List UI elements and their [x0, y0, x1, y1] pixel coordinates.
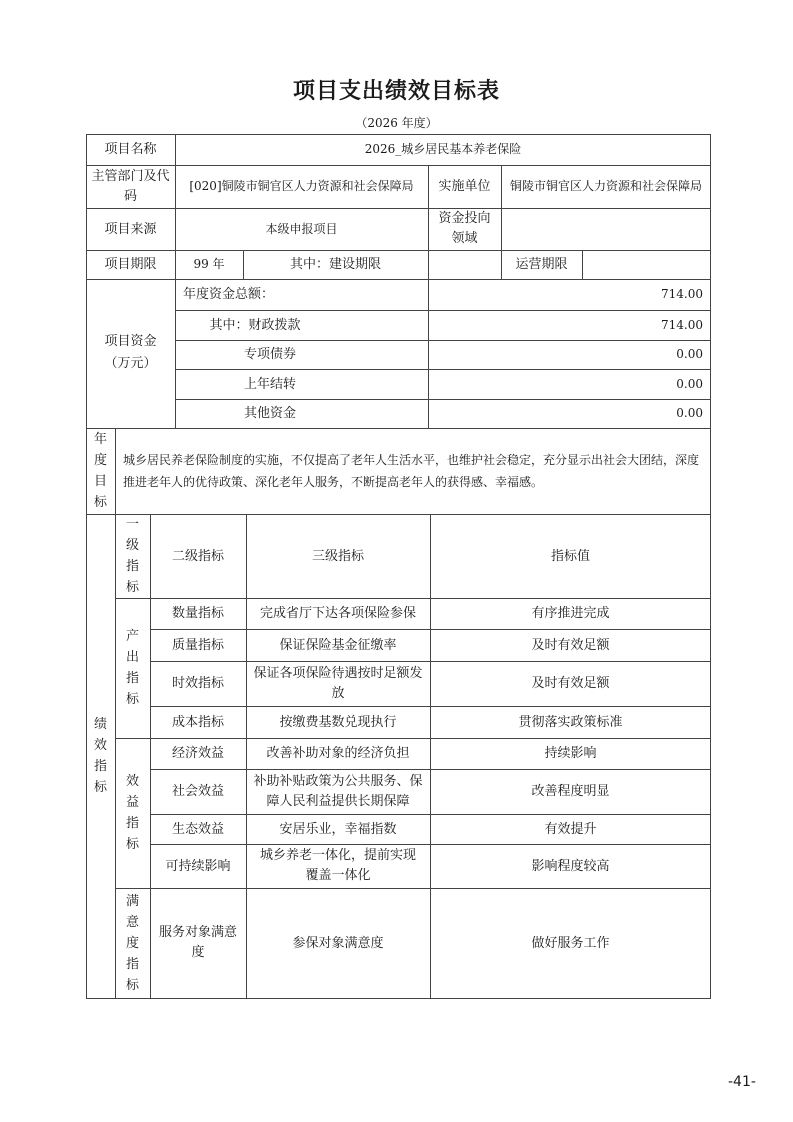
table-row-level2: 数量指标 — [171, 606, 224, 621]
table-row-level2: 社会效益 — [171, 784, 224, 799]
fund-total-value: 714.00 — [661, 287, 703, 301]
table-row-value: 贯彻落实政策标准 — [518, 714, 623, 730]
fund-other-label: 其他资金 — [243, 406, 296, 421]
performance-indicators-label: 绩效指标 — [94, 717, 108, 795]
fund-field-label: 资金投向领域 — [438, 211, 491, 246]
table-row-level3: 按缴费基数兑现执行 — [279, 714, 397, 730]
level3-header: 三级指标 — [311, 548, 364, 564]
table-row-level3: 参保对象满意度 — [292, 935, 384, 951]
annual-goal-label: 年度目标 — [94, 432, 108, 510]
fiscal-year: （2026 年度） — [355, 116, 438, 130]
table-row-level3: 保证保险基金征缴率 — [279, 637, 397, 653]
table-row-level2: 生态效益 — [171, 821, 224, 837]
project-funds-label: 项目资金（万元） — [104, 334, 157, 371]
project-period-value: 99 年 — [193, 257, 225, 271]
benefit-indicators-label: 效益指标 — [126, 774, 140, 852]
table-row-value: 持续影响 — [544, 746, 597, 761]
project-name-value: 2026_城乡居民基本养老保险 — [364, 142, 522, 156]
page-title: 项目支出绩效目标表 — [292, 79, 500, 104]
table-row-value: 及时有效足额 — [531, 637, 610, 653]
page-number: -41- — [728, 1074, 756, 1090]
table-row-level2: 可持续影响 — [165, 858, 231, 874]
operation-period-value — [582, 250, 711, 279]
impl-unit-value: 铜陵市铜官区人力资源和社会保障局 — [509, 179, 702, 193]
table-row-level2: 服务对象满意度 — [158, 925, 237, 960]
table-row-level3: 补助补贴政策为公共服务、保障人民利益提供长期保障 — [253, 773, 423, 809]
table-row-level3: 改善补助对象的经济负担 — [266, 746, 410, 761]
fund-other-value: 0.00 — [676, 406, 703, 420]
fund-field-value — [501, 208, 711, 250]
value-header: 指标值 — [550, 548, 590, 564]
dept-label: 主管部门及代码 — [91, 168, 170, 204]
construction-period-label: 其中：建设期限 — [289, 257, 381, 272]
table-row-level3: 安居乐业，幸福指数 — [279, 821, 397, 837]
dept-value: [020]铜陵市铜官区人力资源和社会保障局 — [189, 179, 414, 193]
project-source-value: 本级申报项目 — [265, 221, 338, 236]
table-row-value: 有效提升 — [544, 821, 597, 837]
fund-carryover-value: 0.00 — [676, 376, 703, 391]
impl-unit-label: 实施单位 — [438, 179, 491, 194]
project-name-label: 项目名称 — [104, 142, 157, 157]
fund-carryover-label: 上年结转 — [243, 376, 296, 392]
output-indicators-label: 产出指标 — [126, 629, 140, 707]
table-row-value: 影响程度较高 — [531, 858, 610, 874]
construction-period-value — [428, 250, 501, 279]
fund-fiscal-label: 其中：财政拨款 — [209, 317, 301, 333]
table-row-level3: 完成省厅下达各项保险参保 — [259, 606, 416, 621]
level2-header: 二级指标 — [171, 548, 224, 564]
table-row-value: 及时有效足额 — [531, 676, 610, 691]
table-row-level3: 城乡养老一体化，提前实现覆盖一体化 — [259, 848, 416, 883]
annual-goal-text: 城乡居民养老保险制度的实施，不仅提高了老年人生活水平，也维护社会稳定，充分显示出社会大团结，深度推进老年人的优待政策、深化老年人服务，不断提高老年人的获得感、幸福感。 — [123, 453, 700, 489]
table-row-level2: 成本指标 — [171, 714, 224, 730]
table-row-level2: 经济效益 — [171, 746, 224, 761]
fund-fiscal-value: 714.00 — [661, 317, 703, 332]
operation-period-label: 运营期限 — [515, 257, 568, 272]
project-source-label: 项目来源 — [104, 221, 157, 237]
table-row-level2: 质量指标 — [171, 637, 224, 653]
fund-bond-label: 专项债券 — [243, 347, 296, 362]
satisfaction-indicators-label: 满意度指标 — [126, 893, 140, 993]
table-row-level2: 时效指标 — [171, 676, 224, 691]
level1-header: 一级指标 — [126, 517, 140, 595]
fund-total-label: 年度资金总额： — [183, 287, 275, 302]
project-period-label: 项目期限 — [104, 257, 157, 272]
table-row-value: 做好服务工作 — [531, 935, 610, 951]
table-row-level3: 保证各项保险待遇按时足额发放 — [253, 665, 423, 701]
fund-bond-value: 0.00 — [676, 347, 703, 361]
table-row-value: 有序推进完成 — [531, 606, 610, 621]
table-row-value: 改善程度明显 — [531, 784, 610, 799]
